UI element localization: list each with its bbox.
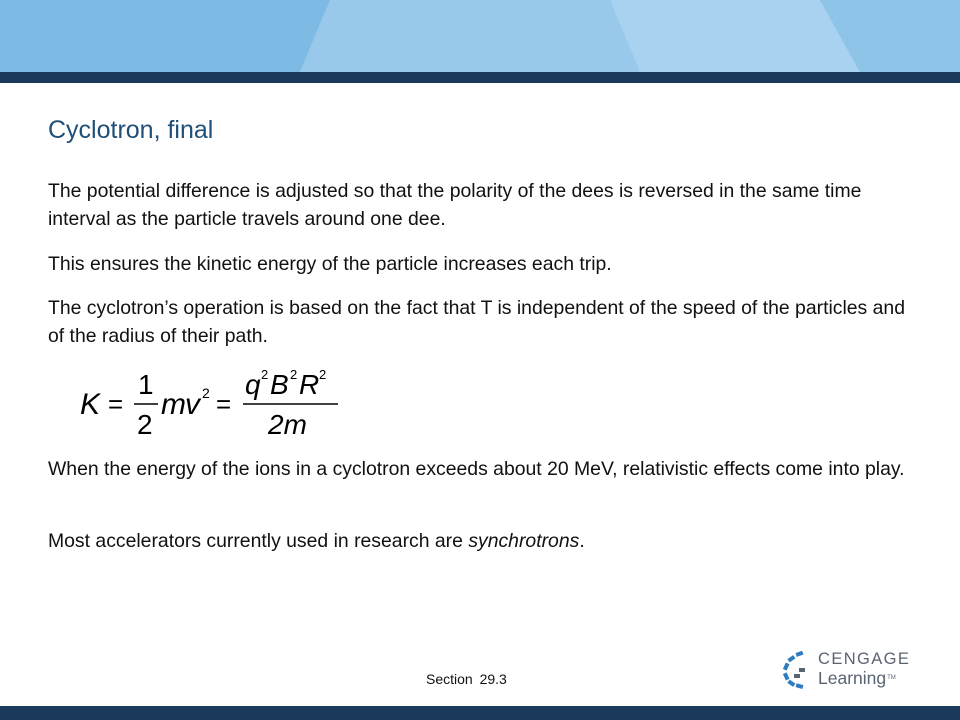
logo-cengage-text: CENGAGE <box>818 650 911 668</box>
formula-exp-v: 2 <box>202 385 210 401</box>
formula-q: q <box>245 369 261 400</box>
cengage-learning-logo <box>780 648 920 692</box>
formula-v: v <box>185 388 200 421</box>
paragraph-relativistic: When the energy of the ions in a cyclotron exceeds about 20 MeV, relativistic effects come into play. <box>48 458 905 480</box>
formula-k: K <box>80 388 101 421</box>
header-rule <box>0 72 960 83</box>
synchrotrons-period: . <box>579 530 585 552</box>
paragraph-operation: The cyclotron’s operation is based on the fact that T is independent of the speed of the particles and of the radius of their path. <box>48 297 905 347</box>
paragraph-kinetic-energy: This ensures the kinetic energy of the particle increases each trip. <box>48 253 612 275</box>
cengage-mark-icon <box>780 651 814 689</box>
formula-r: R <box>299 369 320 400</box>
logo-trademark: TM <box>887 675 896 681</box>
footer-bar <box>0 706 960 720</box>
formula-frac2-den: 2m <box>268 409 307 440</box>
header-banner <box>0 0 960 72</box>
slide-title: Cyclotron, final <box>48 116 214 144</box>
formula-frac1-den: 2 <box>137 409 153 440</box>
formula-m: m <box>161 388 186 421</box>
formula-equals-1: = <box>108 389 124 419</box>
formula-frac1-num: 1 <box>138 369 154 400</box>
formula-b: B <box>270 369 289 400</box>
synchrotrons-lead-text: Most accelerators currently used in research are <box>48 530 469 552</box>
paragraph-synchrotrons <box>48 527 912 555</box>
formula-equals-2: = <box>216 389 232 419</box>
formula-exp-b: 2 <box>290 367 298 382</box>
formula-exp-r: 2 <box>319 367 327 382</box>
logo-learning-line <box>818 668 896 689</box>
kinetic-energy-formula <box>78 364 358 442</box>
formula-exp-q: 2 <box>261 367 269 382</box>
logo-learning-text: Learning <box>818 668 887 688</box>
synchrotrons-emphasis: synchrotrons <box>468 530 580 552</box>
footer-section-label: Section 29.3 <box>426 671 507 687</box>
paragraph-polarity: The potential difference is adjusted so that the polarity of the dees is reversed in the same time interval as the particle travels around one dee. <box>48 180 862 230</box>
